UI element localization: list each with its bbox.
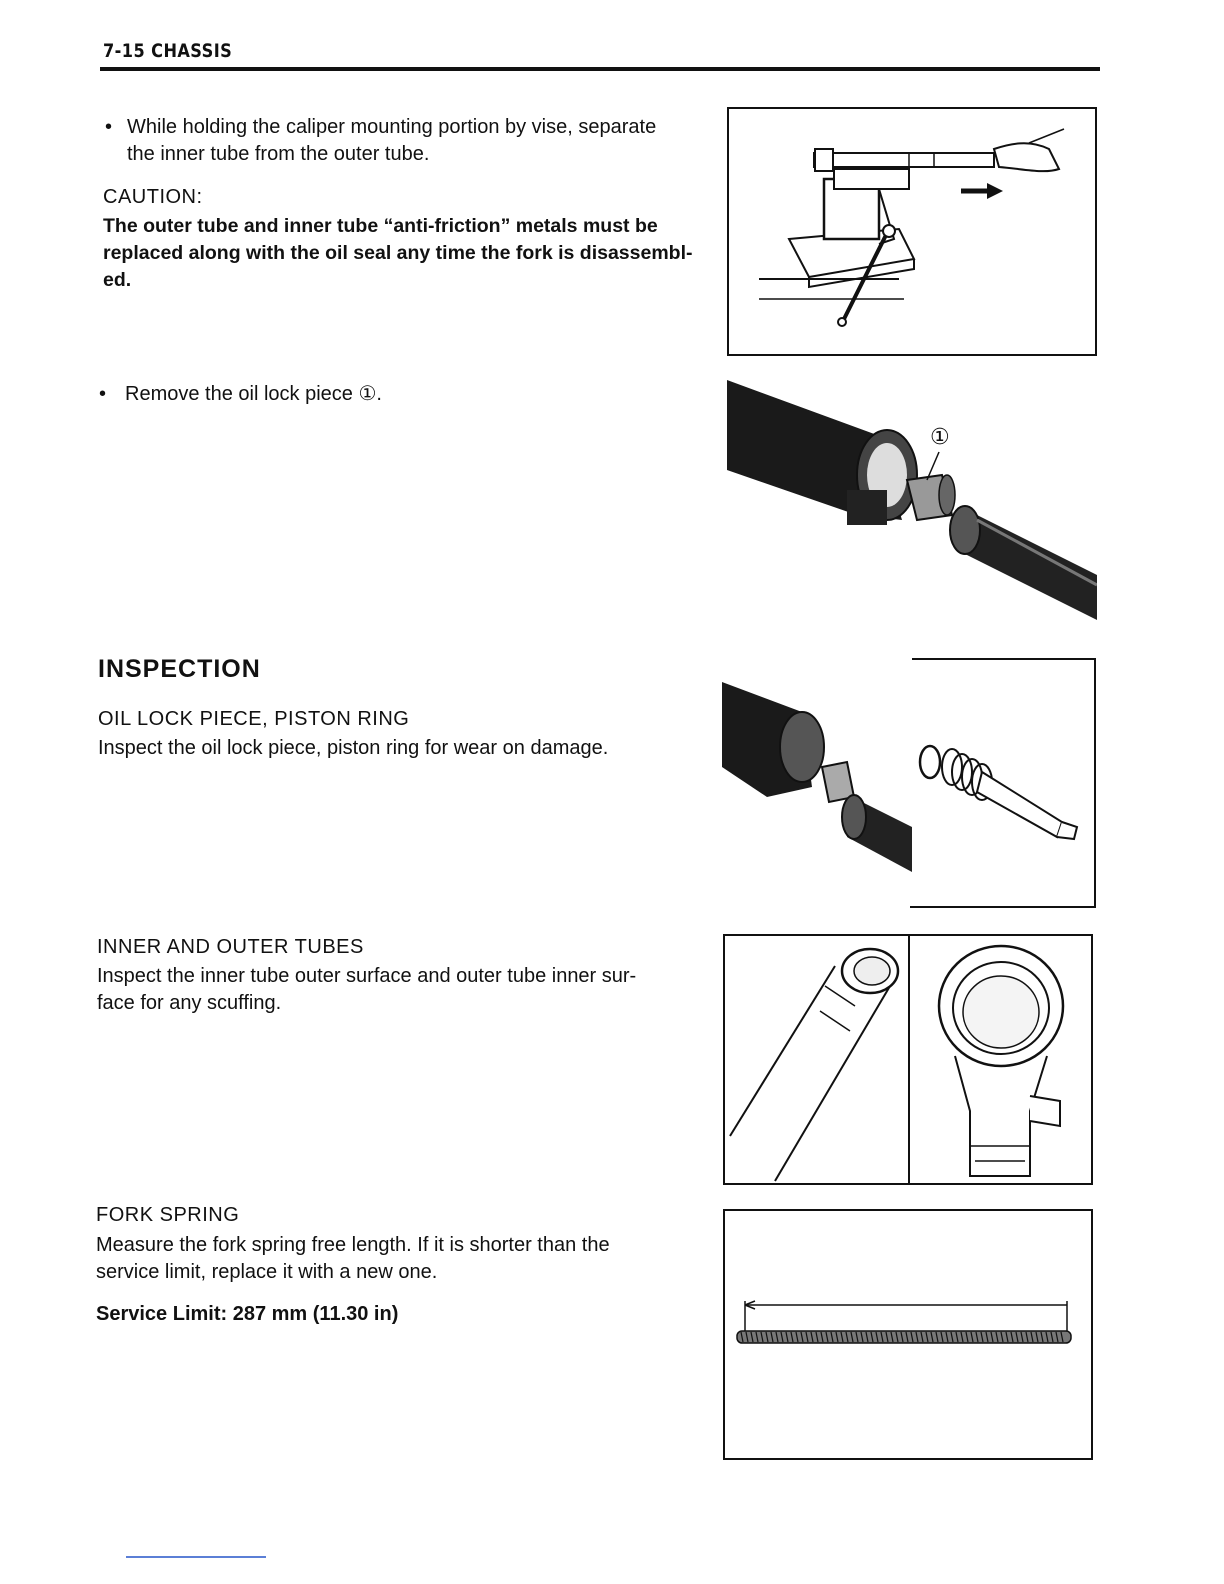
separate-line-1: While holding the caliper mounting portion by vise, separate	[127, 116, 657, 138]
oil-lock-figure	[727, 380, 1097, 625]
tubes-line-2: face for any scuffing.	[97, 992, 282, 1014]
spring-heading: FORK SPRING	[96, 1204, 240, 1226]
bullet-icon: •	[105, 116, 113, 138]
oil-lock-illustration	[727, 380, 1097, 625]
tubes-figure	[723, 934, 1093, 1185]
footer-link-underline	[126, 1556, 266, 1558]
inspection-title: INSPECTION	[98, 655, 261, 683]
header-rule	[100, 67, 1100, 71]
piston-ring-illustration	[722, 657, 1097, 909]
vise-figure	[727, 107, 1097, 356]
caution-line-1: The outer tube and inner tube “anti-friction” metals must be	[103, 215, 658, 237]
page-header-title: 7-15 CHASSIS	[103, 40, 233, 62]
callout-1: ①	[930, 424, 950, 449]
oil-lock-text: Remove the oil lock piece ①.	[125, 383, 382, 405]
spring-text	[96, 1232, 696, 1286]
caution-label: CAUTION:	[103, 186, 203, 208]
piston-ring-figure	[722, 657, 1097, 909]
oil-lock-instruction	[99, 381, 525, 408]
caution-text	[103, 213, 703, 294]
caution-line-3: ed.	[103, 269, 132, 291]
spring-illustration	[725, 1211, 1091, 1458]
service-limit: Service Limit: 287 mm (11.30 in)	[96, 1303, 399, 1325]
oil-lock-heading: OIL LOCK PIECE, PISTON RING	[98, 708, 410, 730]
tubes-illustration	[725, 936, 1091, 1183]
oil-lock-inspect-text: Inspect the oil lock piece, piston ring for wear on damage.	[98, 737, 609, 759]
spring-line-1: Measure the fork spring free length. If it is shorter than the	[96, 1234, 610, 1256]
vise-illustration	[729, 109, 1095, 354]
separate-instruction	[105, 114, 707, 168]
spring-line-2: service limit, replace it with a new one.	[96, 1261, 438, 1283]
caution-line-2: replaced along with the oil seal any time the fork is disassembl-	[103, 242, 693, 264]
tubes-heading: INNER AND OUTER TUBES	[97, 936, 364, 958]
spring-figure	[723, 1209, 1093, 1460]
separate-line-2: the inner tube from the outer tube.	[127, 143, 430, 165]
tubes-text	[97, 963, 697, 1017]
bullet-icon: •	[99, 383, 107, 405]
tubes-line-1: Inspect the inner tube outer surface and outer tube inner sur-	[97, 965, 637, 987]
